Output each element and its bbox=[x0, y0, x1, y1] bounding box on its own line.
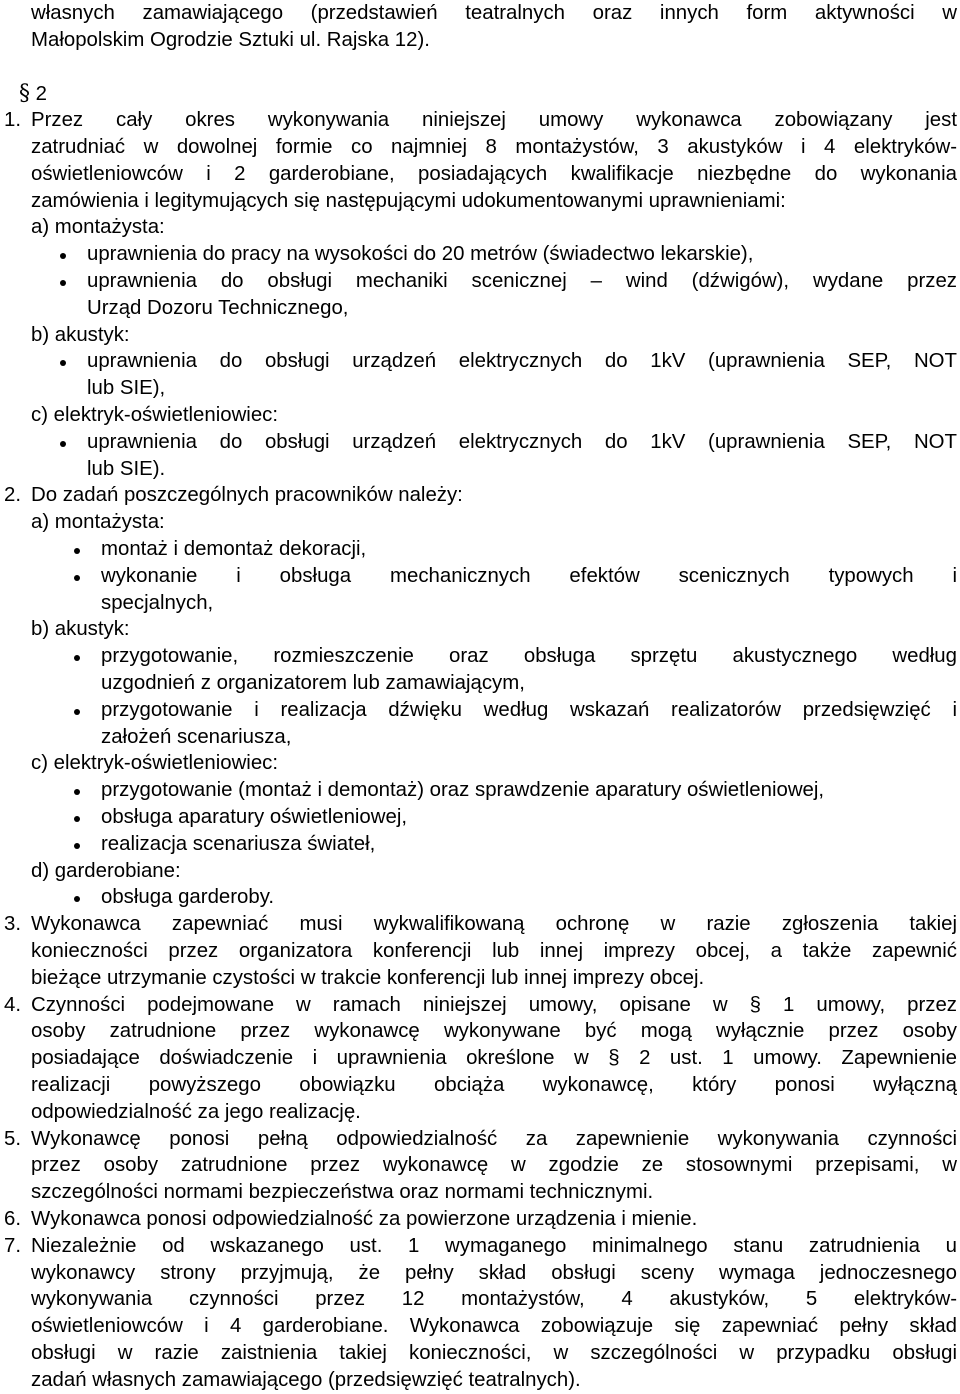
bullet-item-line: przygotowanie i realizacja dźwięku według wskazań realizatorów przedsięwzięć i bbox=[101, 698, 957, 721]
bullet-item-line: obsługa aparatury oświetleniowej, bbox=[101, 806, 408, 828]
bullet-dot-icon bbox=[74, 896, 80, 902]
bullet-item-line: uprawnienia do obsługi urządzeń elektrycznych do 1kV (uprawnienia SEP, NOT bbox=[87, 430, 957, 453]
item-line: konieczności przez organizatora konferencji lub innej imprezy obcej, a także zapewnić bbox=[31, 940, 957, 962]
group-label: d) garderobiane: bbox=[31, 859, 181, 882]
item-line: obsługi w razie zaistnienia takiej konieczności, w szczególności w przypadku obsługi bbox=[31, 1342, 957, 1364]
section-number: 2 bbox=[30, 83, 48, 106]
bullet-dot-icon bbox=[60, 360, 66, 366]
item-number: 4. bbox=[4, 993, 22, 1016]
item-line: oświetleniowców i 4 garderobiane. Wykonawca zobowiązuje się zapewniać pełny skład bbox=[31, 1315, 957, 1338]
item-line: realizacji powyższego obowiązku obciąża wykonawcę, który ponosi wyłączną bbox=[31, 1074, 957, 1096]
bullet-dot-icon bbox=[74, 655, 80, 661]
item-number: 3. bbox=[4, 913, 22, 936]
bullet-item-line: uprawnienia do obsługi mechaniki scenicznej – wind (dźwigów), wydane przez bbox=[87, 270, 957, 292]
bullet-dot-icon bbox=[74, 789, 80, 795]
bullet-item-line: uprawnienia do pracy na wysokości do 20 metrów (świadectwo lekarskie), bbox=[87, 243, 754, 266]
bullet-dot-icon bbox=[60, 253, 66, 259]
group-label: c) elektryk-oświetleniowiec: bbox=[31, 404, 279, 426]
bullet-item-line: wykonanie i obsługa mechanicznych efektów scenicznych typowych i bbox=[101, 564, 957, 587]
item-line: zatrudniać w dowolnej formie co najmniej 8 montażystów, 3 akustyków i 4 elektryków- bbox=[31, 136, 957, 158]
item-number: 5. bbox=[4, 1127, 22, 1150]
group-label: a) montażysta: bbox=[31, 216, 165, 239]
item-number: 7. bbox=[4, 1234, 22, 1257]
bullet-item-line: specjalnych, bbox=[101, 591, 214, 614]
bullet-dot-icon bbox=[74, 816, 80, 822]
item-line: osoby zatrudnione przez wykonawcę wykonywane być mogą wyłącznie przez osoby bbox=[31, 1020, 957, 1043]
intro-line: Małopolskim Ogrodzie Sztuki ul. Rajska 12). bbox=[31, 28, 430, 51]
bullet-item-line: realizacja scenariusza świateł, bbox=[101, 832, 376, 855]
bullet-dot-icon bbox=[60, 280, 66, 286]
section-heading bbox=[19, 80, 47, 108]
bullet-item-line: uzgodnień z organizatorem lub zamawiającym, bbox=[101, 672, 525, 694]
bullet-item-line: obsługa garderoby. bbox=[101, 886, 275, 909]
group-label: b) akustyk: bbox=[31, 618, 130, 641]
item-line: Do zadań poszczególnych pracowników należy: bbox=[31, 484, 463, 507]
bullet-item-line: lub SIE), bbox=[87, 377, 166, 400]
item-line: bieżące utrzymanie czystości w trakcie konferencji lub innej imprezy obcej. bbox=[31, 966, 705, 989]
bullet-item-line: przygotowanie (montaż i demontaż) oraz sprawdzenie aparatury oświetleniowej, bbox=[101, 779, 825, 802]
item-line: zadań własnych zamawiającego (przedsięwzięć teatralnych). bbox=[31, 1368, 581, 1391]
item-line: oświetleniowców i 2 garderobiane, posiadających kwalifikacje niezbędne do wykonania bbox=[31, 162, 957, 185]
item-line: zamówienia i legitymujących się następującymi udokumentowanymi uprawnieniami: bbox=[31, 189, 786, 212]
bullet-dot-icon bbox=[74, 709, 80, 715]
bullet-item-line: przygotowanie, rozmieszczenie oraz obsługa sprzętu akustycznego według bbox=[101, 645, 957, 668]
section-symbol: § bbox=[19, 81, 30, 107]
item-number: 6. bbox=[4, 1208, 22, 1230]
bullet-item-line: lub SIE). bbox=[87, 457, 166, 480]
item-number: 2. bbox=[4, 484, 22, 507]
item-line: Niezależnie od wskazanego ust. 1 wymaganego minimalnego stanu zatrudnienia u bbox=[31, 1234, 957, 1257]
item-line: Czynności podejmowane w ramach niniejszej umowy, opisane w § 1 umowy, przez bbox=[31, 993, 957, 1016]
group-label: c) elektryk-oświetleniowiec: bbox=[31, 752, 279, 775]
bullet-item-line: uprawnienia do obsługi urządzeń elektrycznych do 1kV (uprawnienia SEP, NOT bbox=[87, 350, 957, 373]
item-line: szczególności normami bezpieczeństwa oraz normami technicznymi. bbox=[31, 1181, 654, 1204]
bullet-dot-icon bbox=[74, 843, 80, 849]
bullet-item-line: założeń scenariusza, bbox=[101, 725, 292, 748]
item-line: Wykonawca zapewniać musi wykwalifikowaną ochronę w razie zgłoszenia takiej bbox=[31, 913, 957, 936]
item-line: przez osoby zatrudnione przez wykonawcę w zgodzie ze stosownymi przepisami, w bbox=[31, 1154, 957, 1177]
group-label: b) akustyk: bbox=[31, 323, 130, 346]
bullet-dot-icon bbox=[60, 441, 66, 447]
group-label: a) montażysta: bbox=[31, 511, 165, 534]
bullet-item-line: montaż i demontaż dekoracji, bbox=[101, 538, 367, 560]
item-line: wykonywania czynności przez 12 montażystów, 4 akustyków, 5 elektryków- bbox=[31, 1288, 957, 1311]
item-line: posiadające doświadczenie i uprawnienia określone w § 2 ust. 1 umowy. Zapewnienie bbox=[31, 1047, 957, 1070]
item-number: 1. bbox=[4, 109, 22, 132]
item-line: Przez cały okres wykonywania niniejszej umowy wykonawca zobowiązany jest bbox=[31, 109, 957, 132]
intro-line: własnych zamawiającego (przedstawień teatralnych oraz innych form aktywności w bbox=[31, 2, 957, 24]
item-line: odpowiedzialność za jego realizację. bbox=[31, 1100, 361, 1123]
bullet-dot-icon bbox=[74, 548, 80, 554]
bullet-item-line: Urząd Dozoru Technicznego, bbox=[87, 296, 349, 319]
item-line: wykonawcy strony przyjmują, że pełny skład obsługi sceny wymaga jednoczesnego bbox=[31, 1261, 957, 1284]
bullet-dot-icon bbox=[74, 575, 80, 581]
item-line: Wykonawcę ponosi pełną odpowiedzialność za zapewnienie wykonywania czynności bbox=[31, 1127, 957, 1150]
item-line: Wykonawca ponosi odpowiedzialność za powierzone urządzenia i mienie. bbox=[31, 1208, 698, 1230]
